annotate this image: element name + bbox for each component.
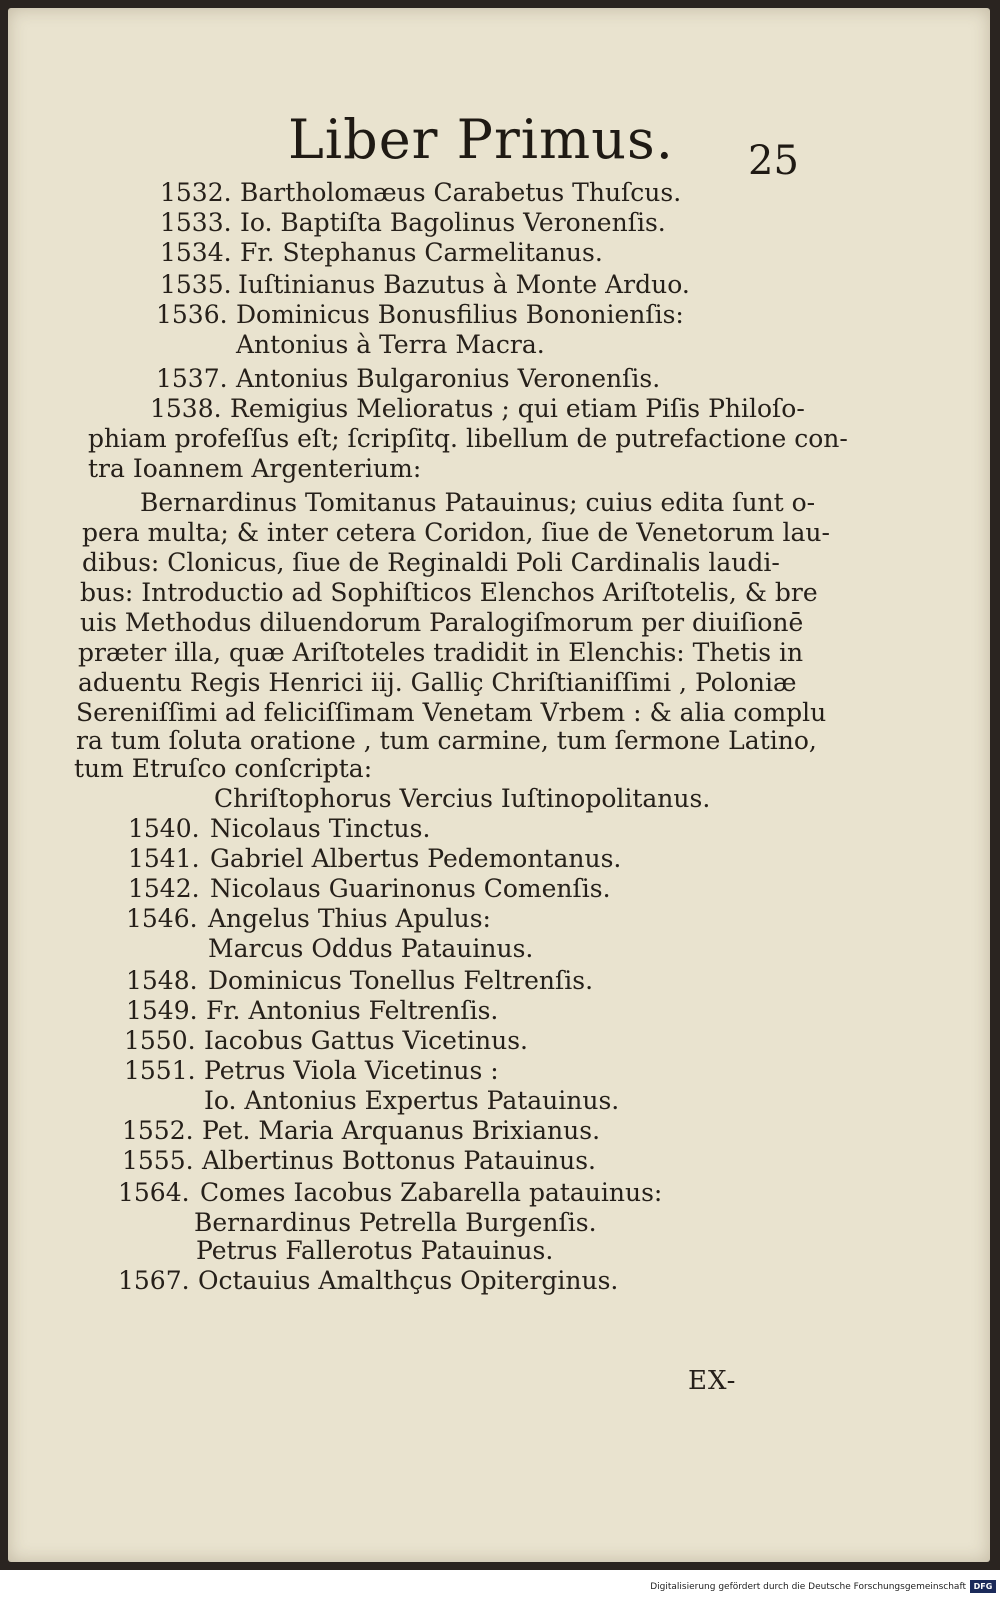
entry-name: Dominicus Tonellus Feltrenſis. bbox=[208, 966, 594, 995]
entry-name: Bartholomæus Carabetus Thuſcus. bbox=[240, 178, 682, 207]
entry-name: Io. Baptiſta Bagolinus Veronenſis. bbox=[240, 208, 666, 237]
entry-name: Iuſtinianus Bazutus à Monte Arduo. bbox=[238, 270, 690, 299]
entry-year: 1567. bbox=[118, 1266, 190, 1295]
entry-year: 1555. bbox=[122, 1146, 194, 1175]
entry-year: 1533. bbox=[160, 208, 232, 237]
entry-name: Gabriel Albertus Pedemontanus. bbox=[210, 844, 622, 873]
entry-year: 1535. bbox=[160, 270, 232, 299]
entry-year: 1540. bbox=[128, 814, 200, 843]
entry-name: Angelus Thius Apulus: bbox=[208, 904, 491, 933]
entry-name: Comes Iacobus Zabarella patauinus: bbox=[200, 1178, 663, 1207]
entry-name: Iacobus Gattus Vicetinus. bbox=[204, 1026, 528, 1055]
entry-year: 1552. bbox=[122, 1116, 194, 1145]
entry-name: Marcus Oddus Patauinus. bbox=[208, 934, 534, 963]
paragraph-line: aduentu Regis Henrici iij. Galliç Chriſtianiſſimi , Poloniæ bbox=[78, 668, 797, 697]
paragraph-line: dibus: Clonicus, ſiue de Reginaldi Poli Cardinalis laudi- bbox=[82, 548, 780, 577]
paragraph-line: uis Methodus diluendorum Paralogiſmorum per diuiſionē bbox=[80, 608, 804, 637]
paragraph-line: phiam profeſſus eſt; ſcripſitq. libellum de putrefactione con- bbox=[88, 424, 848, 453]
entry-name: Petrus Fallerotus Patauinus. bbox=[196, 1236, 554, 1265]
entry-year: 1532. bbox=[160, 178, 232, 207]
entry-year: 1534. bbox=[160, 238, 232, 267]
entry-name: Fr. Stephanus Carmelitanus. bbox=[240, 238, 603, 267]
page-text bbox=[8, 8, 990, 1562]
entry-year: 1542. bbox=[128, 874, 200, 903]
entry-name: Fr. Antonius Feltrenſis. bbox=[206, 996, 499, 1025]
entry-year: 1546. bbox=[126, 904, 198, 933]
book-page bbox=[8, 8, 990, 1562]
entry-name: Albertinus Bottonus Patauinus. bbox=[202, 1146, 596, 1175]
entry-year: 1538. bbox=[150, 394, 222, 423]
entry-name: Antonius Bulgaronius Veronenſis. bbox=[236, 364, 661, 393]
paragraph-line: præter illa, quæ Ariſtoteles tradidit in Elenchis: Thetis in bbox=[78, 638, 804, 667]
entry-year: 1551. bbox=[124, 1056, 196, 1085]
entry-name: Nicolaus Tinctus. bbox=[210, 814, 431, 843]
entry-name: Io. Antonius Expertus Patauinus. bbox=[204, 1086, 620, 1115]
entry-name: Petrus Viola Vicetinus : bbox=[204, 1056, 499, 1085]
paragraph-line: ra tum ſoluta oratione , tum carmine, tum ſermone Latino, bbox=[76, 726, 817, 755]
entry-name: Pet. Maria Arquanus Brixianus. bbox=[202, 1116, 601, 1145]
entry-name: Nicolaus Guarinonus Comenſis. bbox=[210, 874, 611, 903]
entry-year: 1550. bbox=[124, 1026, 196, 1055]
paragraph-line: Remigius Melioratus ; qui etiam Piſis Philoſo- bbox=[230, 394, 805, 423]
paragraph-line: bus: Introductio ad Sophiſticos Elenchos Ariſtotelis, & bre bbox=[80, 578, 818, 607]
paragraph-line: Sereniſſimi ad feliciſſimam Venetam Vrbem : & alia complu bbox=[76, 698, 827, 727]
entry-year: 1564. bbox=[118, 1178, 190, 1207]
paragraph-line: tra Ioannem Argenterium: bbox=[88, 454, 422, 483]
dfg-logo: DFG bbox=[970, 1580, 996, 1593]
funding-credit: Digitalisierung gefördert durch die Deutsche Forschungsgemeinschaft bbox=[650, 1582, 966, 1592]
entry-year: 1537. bbox=[156, 364, 228, 393]
paragraph-line: tum Etruſco conſcripta: bbox=[74, 754, 373, 783]
entry-name: Antonius à Terra Macra. bbox=[236, 330, 545, 359]
page-number: 25 bbox=[748, 138, 799, 184]
entry-name: Octauius Amalthçus Opiterginus. bbox=[198, 1266, 619, 1295]
entry-year: 1549. bbox=[126, 996, 198, 1025]
running-title: Liber Primus. bbox=[288, 108, 674, 171]
paragraph-line: Bernardinus Tomitanus Patauinus; cuius edita ſunt o- bbox=[140, 488, 816, 517]
entry-name: Chriſtophorus Vercius Iuſtinopolitanus. bbox=[214, 784, 711, 813]
entry-name: Bernardinus Petrella Burgenſis. bbox=[194, 1208, 597, 1237]
paragraph-line: pera multa; & inter cetera Coridon, ſiue de Venetorum lau- bbox=[82, 518, 830, 547]
entry-year: 1548. bbox=[126, 966, 198, 995]
entry-year: 1536. bbox=[156, 300, 228, 329]
entry-name: Dominicus Bonusfilius Bononienſis: bbox=[236, 300, 684, 329]
catchword: EX- bbox=[688, 1366, 737, 1396]
entry-year: 1541. bbox=[128, 844, 200, 873]
